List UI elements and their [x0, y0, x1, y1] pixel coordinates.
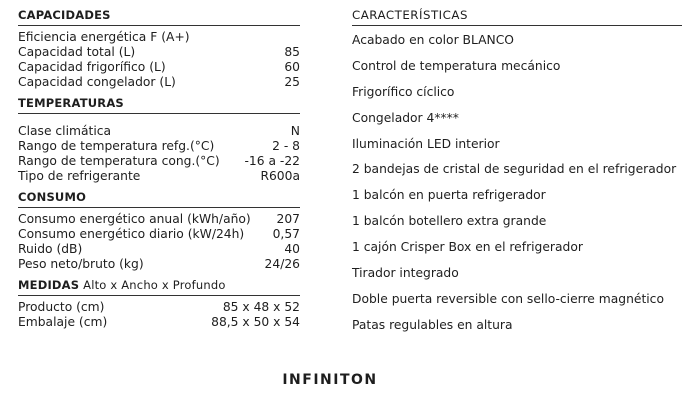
spec-row [18, 315, 300, 330]
spec-value: 88,5 x 50 x 54 [211, 315, 300, 329]
spec-row [18, 30, 300, 45]
features-list [352, 28, 682, 339]
spec-row [18, 227, 300, 242]
spec-value: 60 [284, 60, 300, 74]
spec-value: 85 x 48 x 52 [222, 300, 300, 314]
feature-item: Congelador 4**** [352, 110, 459, 125]
spec-row [18, 124, 300, 139]
spec-value: 2 - 8 [272, 139, 300, 153]
capacidades-section [18, 8, 300, 90]
spec-label: Producto (cm) [18, 300, 105, 314]
feature-item: 1 balcón en puerta refrigerador [352, 188, 546, 203]
feature-item: Acabado en color BLANCO [352, 33, 514, 47]
features-column [352, 8, 682, 339]
specs-column [18, 8, 300, 336]
spec-row [18, 45, 300, 60]
feature-item: Doble puerta reversible con sello-cierre magnético [352, 291, 664, 306]
spec-label: Rango de temperatura refg.(°C) [18, 139, 215, 153]
spec-row [18, 139, 300, 154]
consumo-section [18, 190, 300, 272]
spec-row [18, 257, 300, 272]
spec-label: Ruido (dB) [18, 242, 83, 256]
capacidades-title: CAPACIDADES [18, 8, 300, 26]
spec-value: 24/26 [264, 257, 300, 271]
spec-label: Consumo energético diario (kW/24h) [18, 227, 245, 241]
spec-label: Rango de temperatura cong.(°C) [18, 154, 220, 168]
medidas-title [18, 278, 300, 296]
feature-item: 2 bandejas de cristal de seguridad en el refrigerador [352, 162, 677, 177]
spec-value: R600a [260, 169, 300, 183]
spec-row [18, 300, 300, 315]
spec-value: 25 [284, 75, 300, 89]
medidas-section [18, 278, 300, 330]
spec-value: 40 [284, 242, 300, 256]
spec-value: -16 a -22 [244, 154, 300, 168]
spec-label: Capacidad total (L) [18, 45, 136, 59]
spec-label: Consumo energético anual (kWh/año) [18, 212, 251, 226]
spec-label: Clase climática [18, 124, 112, 138]
temperaturas-title: TEMPERATURAS [18, 96, 300, 114]
brand-logo: INFINITON [282, 372, 378, 388]
spec-row [18, 75, 300, 90]
feature-item: Patas regulables en altura [352, 317, 513, 332]
feature-item: Iluminación LED interior [352, 136, 500, 151]
spec-row [18, 154, 300, 169]
caracteristicas-title: CARACTERÍSTICAS [352, 8, 682, 26]
feature-item: Tirador integrado [352, 266, 459, 281]
feature-item: Control de temperatura mecánico [352, 58, 561, 73]
spec-value: 0,57 [272, 227, 300, 241]
spec-row [18, 242, 300, 257]
temperaturas-section [18, 96, 300, 184]
spec-label: Peso neto/bruto (kg) [18, 257, 144, 271]
spec-value: 85 [284, 45, 300, 59]
medidas-title-rest: Alto x Ancho x Profundo [79, 278, 226, 292]
spec-value: N [290, 124, 300, 138]
spec-label: Capacidad frigorífico (L) [18, 60, 166, 74]
feature-item: Frigorífico cíclico [352, 84, 455, 99]
consumo-title: CONSUMO [18, 190, 300, 208]
feature-item: 1 cajón Crisper Box en el refrigerador [352, 240, 583, 255]
spec-label: Embalaje (cm) [18, 315, 108, 329]
medidas-title-bold: MEDIDAS [18, 278, 80, 292]
spec-value: 207 [276, 212, 300, 226]
spec-label: Tipo de refrigerante [18, 169, 141, 183]
spec-label: Eficiencia energética F (A+) [18, 30, 190, 44]
spec-label: Capacidad congelador (L) [18, 75, 176, 89]
spec-row [18, 212, 300, 227]
spec-row [18, 60, 300, 75]
spec-row [18, 169, 300, 184]
feature-item: 1 balcón botellero extra grande [352, 214, 547, 229]
